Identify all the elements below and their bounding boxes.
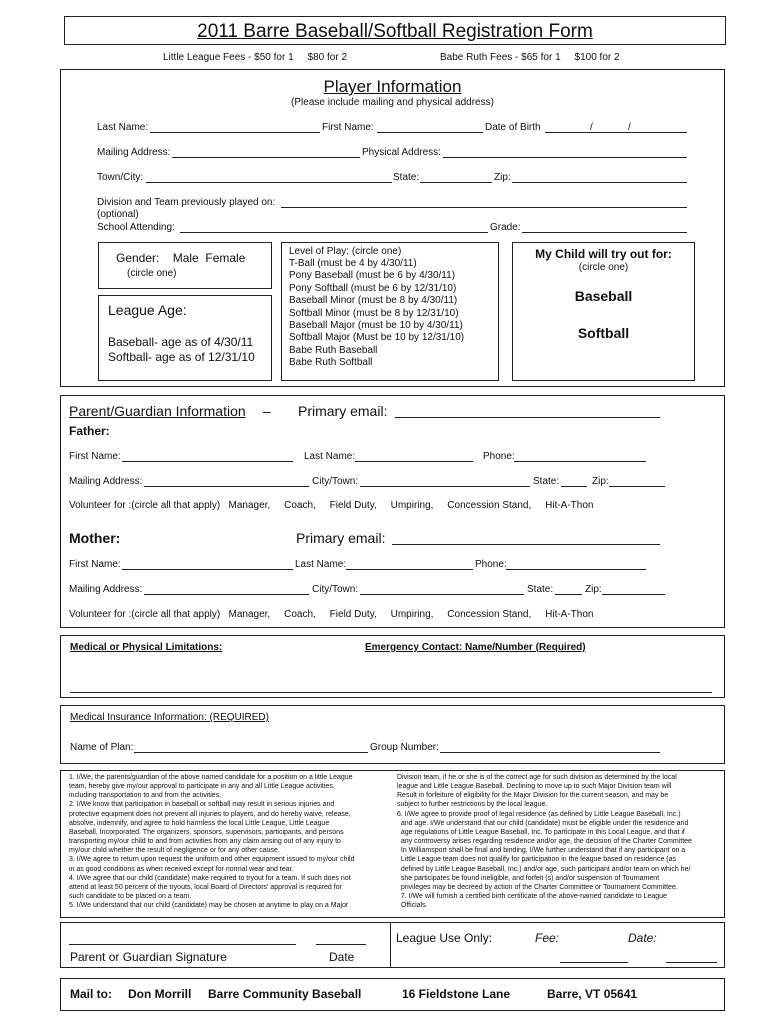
mother-primary-email-field[interactable] xyxy=(392,544,660,545)
father-city-field[interactable] xyxy=(360,486,530,487)
terms-line: subject to further restrictions by the local league. xyxy=(397,801,548,809)
player-school-field[interactable] xyxy=(180,232,488,233)
mother-primary-email-label: Primary email: xyxy=(296,530,386,546)
mother-city-label: City/Town: xyxy=(312,584,359,595)
terms-line: age regulations of Little League Baseball, Inc. To participate in this Local League, and that if xyxy=(397,828,685,836)
mother-last-name-field[interactable] xyxy=(346,569,473,570)
father-phone-label: Phone: xyxy=(483,451,515,462)
level-of-play-option[interactable]: Babe Ruth Baseball xyxy=(289,344,378,356)
mother-phone-field[interactable] xyxy=(506,569,646,570)
father-label: Father: xyxy=(69,424,110,438)
father-state-label: State: xyxy=(533,476,560,487)
insurance-title: Medical Insurance Information: (REQUIRED) xyxy=(70,712,269,723)
terms-line: protective equipment does not prevent all injuries to players, and do hereby waive, release, xyxy=(69,810,351,818)
mother-state-label: State: xyxy=(527,584,554,595)
player-town-field[interactable] xyxy=(146,182,392,183)
level-of-play-option[interactable]: Baseball Minor (must be 8 by 4/30/11) xyxy=(289,295,458,307)
league-use-fee-field[interactable] xyxy=(560,962,628,963)
father-primary-email-label: Primary email: xyxy=(298,403,388,419)
player-grade-field[interactable] xyxy=(522,232,687,233)
father-volunteer-options[interactable]: Volunteer for :(circle all that apply) Manager, Coach, Field Duty, Umpiring, Concession Stand, Hit-A-Thon xyxy=(69,500,594,511)
level-of-play-option[interactable]: Softball Minor (must be 8 by 12/31/10) xyxy=(289,307,459,319)
terms-line: 5. I/We understand that our child (candidate) may be chosen at anytime to play on a Major xyxy=(69,902,349,910)
group-number-label: Group Number: xyxy=(370,742,439,753)
tryout-softball-option[interactable]: Softball xyxy=(577,325,630,341)
father-last-name-label: Last Name: xyxy=(304,451,356,462)
group-number-field[interactable] xyxy=(440,752,660,753)
league-use-divider xyxy=(390,922,391,968)
gender-note: (circle one) xyxy=(127,268,177,279)
mother-zip-label: Zip: xyxy=(585,584,602,595)
player-grade-label: Grade: xyxy=(490,222,521,233)
parent-title: Parent/Guardian Information xyxy=(69,403,246,419)
terms-line: Division team, if he or she is of the correct age for such division as determined by the local xyxy=(397,774,677,781)
terms-line: In Williamsport shall be final and binding. I/We further understand that if any participant on a xyxy=(397,847,686,855)
player-last-name-field[interactable] xyxy=(150,132,320,133)
plan-name-label: Name of Plan: xyxy=(70,742,134,753)
level-of-play-option[interactable]: Pony Baseball (must be 6 by 4/30/11) xyxy=(289,270,456,282)
mail-to-name: Don Morrill xyxy=(128,987,192,1001)
gender-box xyxy=(98,242,272,289)
player-mailing-label: Mailing Address: xyxy=(97,147,171,158)
terms-line: Officials. xyxy=(397,902,428,910)
medical-limitations-field[interactable] xyxy=(70,692,712,693)
league-use-label: League Use Only: xyxy=(396,931,493,945)
mother-phone-label: Phone: xyxy=(475,559,507,570)
level-of-play-option[interactable]: T-Ball (must be 4 by 4/30/11) xyxy=(289,258,417,269)
terms-line: and age. I/We understand that our child (candidate) must be eligible under the residence and xyxy=(397,819,689,827)
league-use-fee-label: Fee: xyxy=(535,931,560,945)
terms-line: 3. I/We agree to return upon request the uniform and other equipment issued to my/our child xyxy=(69,856,355,864)
father-phone-field[interactable] xyxy=(514,461,646,462)
parent-signature-label: Parent or Guardian Signature xyxy=(70,950,227,964)
player-physical-field[interactable] xyxy=(443,157,687,158)
parent-signature-field[interactable] xyxy=(69,944,296,945)
terms-line: 7. I/We will furnish a certified birth certificate of the above-named candidate to League xyxy=(397,893,667,901)
player-town-label: Town/City: xyxy=(97,172,144,183)
father-zip-field[interactable] xyxy=(609,486,665,487)
father-last-name-field[interactable] xyxy=(355,461,473,462)
fees-little-league: Little League Fees - $50 for 1 $80 for 2 xyxy=(163,52,348,63)
form-title: 2011 Barre Baseball/Softball Registration Form xyxy=(197,21,593,42)
player-division-field[interactable] xyxy=(281,207,687,208)
player-first-name-field[interactable] xyxy=(377,132,483,133)
father-zip-label: Zip: xyxy=(592,476,609,487)
league-age-softball: Softball- age as of 12/31/10 xyxy=(108,350,255,364)
father-first-name-label: First Name: xyxy=(69,451,121,462)
league-age-title: League Age: xyxy=(108,302,187,318)
mail-to-label: Mail to: xyxy=(70,987,112,1001)
terms-left-column xyxy=(69,773,354,910)
terms-line: Little League team does not qualify for participation in the league based on residence (as xyxy=(397,856,677,864)
mother-mailing-field[interactable] xyxy=(144,594,309,595)
terms-line: attend at least 50 percent of the tryouts, local Board of Directors' approval is required for xyxy=(69,883,342,891)
fees-babe-ruth: Babe Ruth Fees - $65 for 1 $100 for 2 xyxy=(440,52,620,63)
player-dob-sep-2: / xyxy=(628,122,631,133)
player-physical-label: Physical Address: xyxy=(362,147,441,158)
medical-limitations-label: Medical or Physical Limitations: xyxy=(70,642,223,653)
mother-city-field[interactable] xyxy=(360,594,524,595)
terms-line: in as good conditions as when received except for normal wear and tear. xyxy=(69,865,294,873)
terms-line: 6. I/We agree to provide proof of legal residence (as defined by Little League Baseball, Inc.) xyxy=(397,810,681,818)
player-dob-label: Date of Birth xyxy=(485,122,541,133)
level-of-play-option[interactable]: Babe Ruth Softball xyxy=(289,357,373,369)
league-use-date-label: Date: xyxy=(628,931,657,945)
terms-line: Result in forfeiture of eligibility for the Major Division for the current season, and may be xyxy=(397,792,669,800)
emergency-contact-label: Emergency Contact: Name/Number (Required) xyxy=(365,642,586,653)
player-school-label: School Attending: xyxy=(97,222,175,233)
father-state-field[interactable] xyxy=(561,486,587,487)
terms-line: including transportation to and from the activities. xyxy=(69,792,222,800)
level-of-play-title: Level of Play: (circle one) xyxy=(289,246,402,257)
gender-options[interactable]: Gender: Male Female xyxy=(116,251,246,265)
tryout-note: (circle one) xyxy=(578,262,629,273)
mother-last-name-label: Last Name: xyxy=(295,559,347,570)
level-of-play-option[interactable]: Baseball Major (must be 10 by 4/30/11) xyxy=(289,320,463,331)
terms-line: she participates be found ineligible, and forfeit (s) and/or suspension of Tournament xyxy=(397,874,660,882)
terms-line: my/our child whether the result of negligence or for any other cause. xyxy=(69,847,280,855)
terms-line: 1. I/We, the parents/guardian of the above named candidate for a position on a little League xyxy=(69,774,353,781)
player-state-label: State: xyxy=(393,172,420,183)
level-of-play-option[interactable]: Softball Major (Must be 10 by 12/31/10) xyxy=(289,332,465,344)
terms-line: defined by Little League Baseball, Inc.) and/or age, such participant and/or team on which he/ xyxy=(397,865,691,873)
league-age-baseball: Baseball- age as of 4/30/11 xyxy=(108,335,254,349)
level-of-play-option[interactable]: Pony Softball (must be 6 by 12/31/10) xyxy=(289,282,457,294)
mother-zip-field[interactable] xyxy=(602,594,665,595)
player-division-label: Division and Team previously played on: xyxy=(97,197,276,208)
player-info-title: Player Information xyxy=(323,77,462,96)
player-dob-sep-1: / xyxy=(590,122,593,133)
mother-label: Mother: xyxy=(69,530,121,546)
player-info-subtitle: (Please include mailing and physical address) xyxy=(291,97,494,108)
terms-line: 4. I/We agree that our child (candidate) make required to tryout for a team. If such does not xyxy=(69,874,351,882)
player-zip-field[interactable] xyxy=(512,182,687,183)
father-city-label: City/Town: xyxy=(312,476,359,487)
signature-date-field[interactable] xyxy=(316,944,366,945)
mother-state-field[interactable] xyxy=(555,594,582,595)
terms-line: Baseball, Incorporated. The organizers, sponsors, supervisors, participants, and persons xyxy=(69,828,344,836)
father-mailing-label: Mailing Address: xyxy=(69,476,143,487)
parent-title-dash: – xyxy=(263,403,271,419)
mother-mailing-label: Mailing Address: xyxy=(69,584,143,595)
terms-line: 2. I/We know that participation in baseball or softball may result in serious injuries and xyxy=(69,801,335,809)
terms-line: league and Little League Baseball. Declining to move up to such Major Division team will xyxy=(397,783,672,791)
mother-first-name-label: First Name: xyxy=(69,559,121,570)
tryout-title: My Child will try out for: xyxy=(535,247,672,261)
terms-line: team, hereby give my/our approval to participate in any and all Little League activities, xyxy=(69,783,335,791)
terms-line: transporting my/our child to and from activities from any claim arising out of any injury to xyxy=(69,838,341,846)
player-optional-label: (optional) xyxy=(97,209,139,220)
player-zip-label: Zip: xyxy=(494,172,511,183)
player-mailing-field[interactable] xyxy=(172,157,360,158)
terms-line: such candidate to be placed on a team. xyxy=(69,893,192,901)
mother-first-name-field[interactable] xyxy=(122,569,293,570)
terms-line: absolve, indemnify, and agree to hold harmless the local Little League, Little League xyxy=(69,819,330,827)
player-dob-field[interactable] xyxy=(545,132,687,133)
father-mailing-field[interactable] xyxy=(144,486,309,487)
plan-name-field[interactable] xyxy=(134,752,368,753)
player-state-field[interactable] xyxy=(420,182,492,183)
mail-to-city: Barre, VT 05641 xyxy=(547,987,638,1001)
father-first-name-field[interactable] xyxy=(122,461,293,462)
terms-line: any controversy arises regarding residence and/or age, the decision of the Charter Committee xyxy=(397,838,692,846)
terms-right-column xyxy=(397,773,692,910)
player-last-name-label: Last Name: xyxy=(97,122,149,133)
signature-date-label: Date xyxy=(329,950,355,964)
mail-to-street: 16 Fieldstone Lane xyxy=(402,987,511,1001)
father-primary-email-field[interactable] xyxy=(395,417,660,418)
league-use-date-field[interactable] xyxy=(666,962,717,963)
tryout-baseball-option[interactable]: Baseball xyxy=(574,288,633,304)
mother-volunteer-options[interactable]: Volunteer for :(circle all that apply) Manager, Coach, Field Duty, Umpiring, Concession Stand, Hit-A-Thon xyxy=(69,609,594,620)
mail-to-org: Barre Community Baseball xyxy=(208,987,362,1001)
player-first-name-label: First Name: xyxy=(322,122,374,133)
terms-line: privileges may be decreed by action of the Charter Committee or Tournament Committee. xyxy=(397,883,678,891)
